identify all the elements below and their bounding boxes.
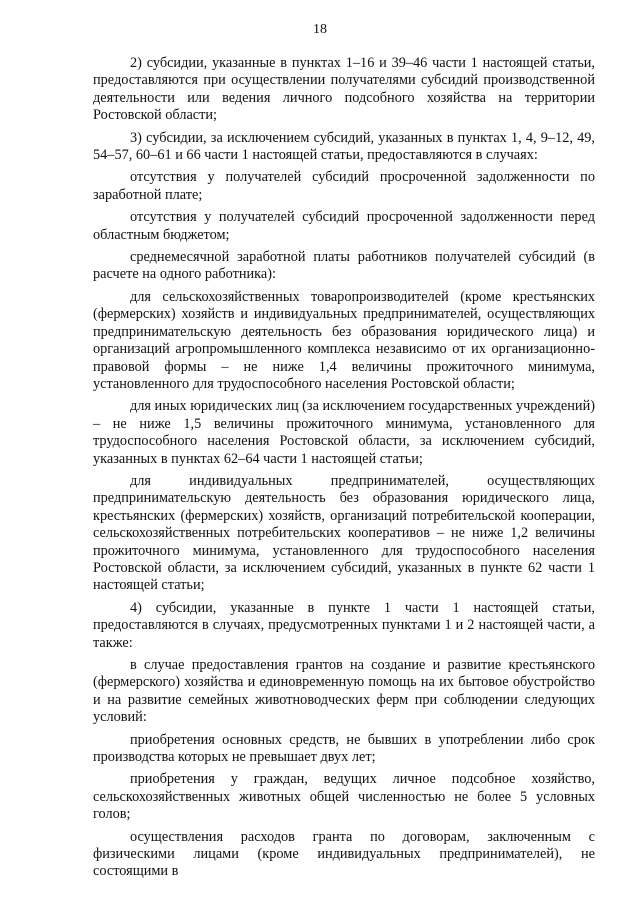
paragraph-other-legal-entities: для иных юридических лиц (за исключением государственных учреждений) – не ниже 1,5 величины прожиточного минимума, установленного для трудоспособного населения Ростовской области, за исключением субсидий, указанных в пунктах 62–64 части 1 настоящей статьи; [93, 398, 595, 467]
paragraph-subsidies-production: 2) субсидии, указанные в пунктах 1–16 и 39–46 части 1 настоящей статьи, предоставляются при осуществлении получателями субсидий производственной деятельности или ведения личного подсобного хозяйства на территории Ростовской области; [93, 55, 595, 124]
paragraph-fixed-assets: приобретения основных средств, не бывших в употреблении либо срок производства которых не превышает двух лет; [93, 731, 595, 766]
page-number: 18 [313, 22, 327, 37]
paragraph-agri-producers: для сельскохозяйственных товаропроизводителей (кроме крестьянских (фермерских) хозяйств и индивидуальных предпринимателей, осуществляющих предпринимательскую деятельность без образования юридического лица) и организаций агропромышленного комплекса независимо от их организационно-правовой формы – не ниже 1,4 величины прожиточного минимума, установленного для трудоспособного населения Ростовской области; [93, 288, 595, 392]
paragraph-individual-entrepreneurs: для индивидуальных предпринимателей, осуществляющих предпринимательскую деятельность без образования юридического лица, крестьянских (фермерских) хозяйств, организаций потребительской кооперации, сельскохозяйственных потребительских кооперативов – не ниже 1,2 величины прожиточного минимума, установленного для трудоспособного населения Ростовской области, за исключением субсидий, указанных в пункте 62 части 1 настоящей статьи; [93, 472, 595, 594]
paragraph-no-budget-debt: отсутствия у получателей субсидий просроченной задолженности перед областным бюджетом; [93, 209, 595, 243]
paragraph-grants-conditions: в случае предоставления грантов на создание и развитие крестьянского (фермерского) хозяйства и единовременную помощь на их бытовое обустройство и на развитие семейных животноводческих ферм при соблюдении следующих условий: [93, 657, 595, 726]
paragraph-grant-expenses: осуществления расходов гранта по договорам, заключенным с физическими лицами (кроме индивидуальных предпринимателей), не состоящими в [93, 828, 595, 880]
document-body [93, 55, 595, 886]
paragraph-livestock-purchase: приобретения у граждан, ведущих личное подсобное хозяйство, сельскохозяйственных животных общей численностью не более 5 условных голов; [93, 771, 595, 823]
paragraph-average-wage: среднемесячной заработной платы работников получателей субсидий (в расчете на одного работника): [93, 249, 595, 283]
paragraph-subsidies-point-1: 4) субсидии, указанные в пункте 1 части 1 настоящей статьи, предоставляются в случаях, предусмотренных пунктами 1 и 2 настоящей части, а также: [93, 599, 595, 651]
paragraph-subsidies-cases: 3) субсидии, за исключением субсидий, указанных в пунктах 1, 4, 9–12, 49, 54–57, 60–61 и 66 части 1 настоящей статьи, предоставляются в случаях: [93, 129, 595, 164]
paragraph-no-wage-debt: отсутствия у получателей субсидий просроченной задолженности по заработной плате; [93, 169, 595, 203]
